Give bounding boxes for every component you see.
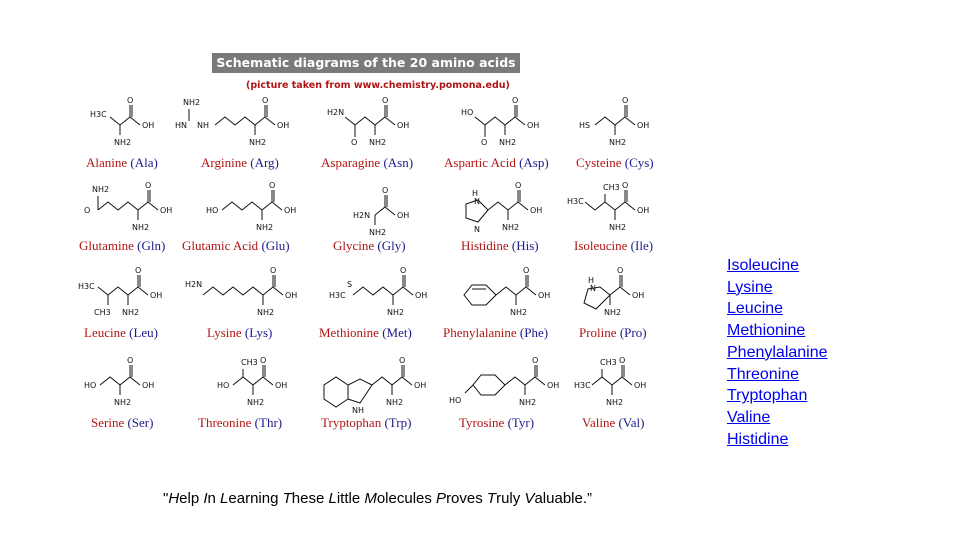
amino-acid-abbreviation: (Ile) xyxy=(630,238,654,253)
amino-acid-name: Lysine xyxy=(207,325,245,340)
amino-acid-name: Tyrosine xyxy=(459,415,508,430)
amino-acid-label-arginine xyxy=(201,155,279,171)
diagram-banner-title: Schematic diagrams of the 20 amino acids xyxy=(212,53,520,73)
amino-acid-label-tyrosine xyxy=(459,415,534,431)
amino-acid-name: Glutamine xyxy=(79,238,138,253)
svg-text:OH: OH xyxy=(530,206,543,215)
svg-text:NH2: NH2 xyxy=(247,398,265,407)
svg-text:H3C: H3C xyxy=(78,282,95,291)
amino-acid-label-valine xyxy=(582,415,644,431)
amino-acid-abbreviation: (Val) xyxy=(618,415,645,430)
amino-acid-name: Alanine xyxy=(86,155,131,170)
structure-glutamic-acid xyxy=(206,181,296,232)
svg-text:O: O xyxy=(382,96,389,105)
amino-acid-name: Phenylalanine xyxy=(443,325,520,340)
svg-text:OH: OH xyxy=(397,121,410,130)
amino-acid-name: Asparagine xyxy=(321,155,384,170)
svg-text:O: O xyxy=(617,266,624,275)
svg-text:OH: OH xyxy=(632,291,645,300)
amino-acid-name: Valine xyxy=(582,415,619,430)
svg-text:O: O xyxy=(532,356,539,365)
svg-text:O: O xyxy=(269,181,276,190)
svg-text:NH2: NH2 xyxy=(369,138,387,147)
amino-acid-abbreviation: (Ser) xyxy=(127,415,154,430)
svg-text:NH2: NH2 xyxy=(114,398,132,407)
amino-acid-abbreviation: (Cys) xyxy=(624,155,654,170)
amino-acid-label-leucine xyxy=(84,325,158,341)
svg-text:NH2: NH2 xyxy=(249,138,267,147)
structure-leucine xyxy=(78,266,162,317)
amino-acid-abbreviation: (His) xyxy=(511,238,539,253)
amino-acid-label-serine xyxy=(91,415,153,431)
amino-acid-link-list xyxy=(727,255,828,450)
mnemonic-word: These xyxy=(282,490,329,507)
svg-text:N: N xyxy=(474,225,480,234)
svg-text:HO: HO xyxy=(449,396,462,405)
svg-text:NH2: NH2 xyxy=(609,223,627,232)
svg-text:OH: OH xyxy=(142,381,155,390)
amino-acid-label-threonine xyxy=(198,415,282,431)
amino-acid-abbreviation: (Pro) xyxy=(619,325,647,340)
svg-text:NH2: NH2 xyxy=(257,308,275,317)
svg-text:H3C: H3C xyxy=(574,381,591,390)
amino-acid-name: Methionine xyxy=(319,325,383,340)
structure-arginine xyxy=(175,96,289,147)
structure-valine xyxy=(574,356,646,407)
link-threonine[interactable]: Threonine xyxy=(727,365,800,383)
amino-acid-label-asparagine xyxy=(321,155,413,171)
amino-acid-name: Cysteine xyxy=(576,155,625,170)
amino-acid-abbreviation: (Met) xyxy=(382,325,412,340)
mnemonic-word: Molecules xyxy=(364,490,437,507)
svg-text:O: O xyxy=(400,266,407,275)
amino-acid-abbreviation: (Leu) xyxy=(129,325,158,340)
svg-text:H3C: H3C xyxy=(90,110,107,119)
svg-text:CH3: CH3 xyxy=(94,308,111,317)
svg-text:NH2: NH2 xyxy=(92,185,110,194)
svg-text:O: O xyxy=(523,266,530,275)
mnemonic-word: Learning xyxy=(220,490,283,507)
svg-text:NH2: NH2 xyxy=(114,138,132,147)
svg-text:NH2: NH2 xyxy=(256,223,274,232)
svg-text:O: O xyxy=(399,356,406,365)
svg-text:NH2: NH2 xyxy=(387,308,405,317)
svg-text:OH: OH xyxy=(634,381,647,390)
svg-text:O: O xyxy=(512,96,519,105)
svg-text:NH: NH xyxy=(352,406,364,415)
amino-acid-label-alanine xyxy=(86,155,158,171)
amino-acid-label-isoleucine xyxy=(574,238,653,254)
amino-acid-abbreviation: (Trp) xyxy=(384,415,412,430)
svg-text:HO: HO xyxy=(84,381,97,390)
svg-text:NH2: NH2 xyxy=(502,223,520,232)
svg-text:O: O xyxy=(619,356,626,365)
amino-acid-label-lysine xyxy=(207,325,272,341)
svg-text:NH2: NH2 xyxy=(386,398,404,407)
amino-acid-name: Histidine xyxy=(461,238,512,253)
svg-text:OH: OH xyxy=(160,206,173,215)
structure-methionine xyxy=(329,266,427,317)
amino-acid-name: Serine xyxy=(91,415,128,430)
structure-lysine xyxy=(185,266,297,317)
amino-acid-label-glutamic-acid xyxy=(182,238,290,254)
svg-text:NH2: NH2 xyxy=(609,138,627,147)
svg-text:OH: OH xyxy=(547,381,560,390)
structure-isoleucine xyxy=(567,181,649,232)
diagram-source-note: (picture taken from www.chemistry.pomona.edu) xyxy=(246,80,510,91)
amino-acid-name: Tryptophan xyxy=(321,415,385,430)
structure-alanine xyxy=(90,96,154,147)
svg-text:H: H xyxy=(472,189,479,198)
amino-acid-abbreviation: (Gly) xyxy=(377,238,406,253)
svg-text:O: O xyxy=(515,181,522,190)
amino-acid-label-aspartic-acid xyxy=(444,155,549,171)
amino-acid-name: Proline xyxy=(579,325,620,340)
amino-acid-abbreviation: (Glu) xyxy=(261,238,290,253)
svg-text:O: O xyxy=(481,138,488,147)
svg-text:OH: OH xyxy=(150,291,163,300)
structure-serine xyxy=(84,356,154,407)
mnemonic-word: Valuable. xyxy=(524,490,587,507)
svg-text:NH2: NH2 xyxy=(606,398,624,407)
amino-acid-label-histidine xyxy=(461,238,539,254)
svg-text:H3C: H3C xyxy=(329,291,346,300)
svg-text:NH2: NH2 xyxy=(183,98,201,107)
amino-acid-abbreviation: (Phe) xyxy=(519,325,549,340)
svg-text:NH2: NH2 xyxy=(122,308,140,317)
svg-text:O: O xyxy=(127,96,134,105)
svg-text:O: O xyxy=(84,206,91,215)
svg-text:OH: OH xyxy=(414,381,427,390)
svg-text:HO: HO xyxy=(461,108,474,117)
svg-text:OH: OH xyxy=(142,121,155,130)
svg-text:OH: OH xyxy=(538,291,551,300)
mnemonic-sentence: "Help In Learning These Little Molecules Proves Truly Valuable.” xyxy=(163,490,592,507)
svg-text:OH: OH xyxy=(397,211,410,220)
svg-text:H: H xyxy=(588,276,595,285)
svg-text:HN: HN xyxy=(175,121,187,130)
svg-text:O: O xyxy=(351,138,358,147)
svg-text:N: N xyxy=(590,284,596,293)
svg-text:NH2: NH2 xyxy=(499,138,517,147)
structure-glutamine xyxy=(84,181,172,232)
svg-text:NH: NH xyxy=(197,121,209,130)
amino-acid-abbreviation: (Ala) xyxy=(130,155,158,170)
svg-text:HO: HO xyxy=(206,206,219,215)
svg-text:HO: HO xyxy=(217,381,230,390)
svg-text:CH3: CH3 xyxy=(603,183,620,192)
structure-phenylalanine xyxy=(464,266,550,317)
structure-histidine xyxy=(466,181,542,234)
link-tryptophan[interactable]: Tryptophan xyxy=(727,387,808,405)
svg-text:H2N: H2N xyxy=(353,211,371,220)
amino-acid-label-proline xyxy=(579,325,647,341)
amino-acid-name: Glycine xyxy=(333,238,378,253)
svg-text:OH: OH xyxy=(637,206,650,215)
svg-text:NH2: NH2 xyxy=(604,308,622,317)
structure-threonine xyxy=(217,356,287,407)
structure-aspartic-acid xyxy=(461,96,539,147)
svg-text:OH: OH xyxy=(415,291,428,300)
link-leucine[interactable]: Leucine xyxy=(727,300,784,318)
link-lysine[interactable]: Lysine xyxy=(727,278,773,296)
svg-text:NH2: NH2 xyxy=(132,223,150,232)
amino-acid-abbreviation: (Lys) xyxy=(244,325,273,340)
amino-acid-label-tryptophan xyxy=(321,415,411,431)
amino-acid-name: Aspartic Acid xyxy=(444,155,520,170)
amino-acid-label-glutamine xyxy=(79,238,165,254)
amino-acid-label-methionine xyxy=(319,325,412,341)
amino-acid-name: Threonine xyxy=(198,415,255,430)
svg-text:CH3: CH3 xyxy=(241,358,258,367)
amino-acid-name: Arginine xyxy=(201,155,251,170)
amino-acid-abbreviation: (Thr) xyxy=(254,415,283,430)
amino-acid-name: Leucine xyxy=(84,325,130,340)
amino-acid-label-phenylalanine xyxy=(443,325,548,341)
structure-proline xyxy=(584,266,644,317)
amino-acid-abbreviation: (Asp) xyxy=(519,155,549,170)
amino-acid-abbreviation: (Arg) xyxy=(250,155,279,170)
svg-text:NH2: NH2 xyxy=(369,228,387,237)
amino-acid-name: Isoleucine xyxy=(574,238,631,253)
amino-acid-name: Glutamic Acid xyxy=(182,238,262,253)
svg-text:O: O xyxy=(622,96,629,105)
svg-text:O: O xyxy=(622,181,629,190)
svg-text:O: O xyxy=(260,356,267,365)
link-methionine[interactable]: Methionine xyxy=(727,322,806,340)
svg-text:HS: HS xyxy=(579,121,591,130)
link-histidine[interactable]: Histidine xyxy=(727,430,789,448)
amino-acid-abbreviation: (Gln) xyxy=(137,238,166,253)
amino-acid-label-cysteine xyxy=(576,155,654,171)
svg-text:O: O xyxy=(270,266,277,275)
svg-text:O: O xyxy=(127,356,134,365)
svg-text:CH3: CH3 xyxy=(600,358,617,367)
svg-text:N: N xyxy=(474,197,480,206)
svg-text:OH: OH xyxy=(284,206,297,215)
structure-tryptophan xyxy=(324,356,426,415)
mnemonic-word: In xyxy=(203,490,221,507)
mnemonic-word: Truly xyxy=(486,490,525,507)
svg-text:OH: OH xyxy=(285,291,298,300)
svg-text:OH: OH xyxy=(527,121,540,130)
structure-cysteine xyxy=(579,96,649,147)
mnemonic-word: Help xyxy=(168,490,204,507)
link-valine[interactable]: Valine xyxy=(727,408,771,426)
svg-text:O: O xyxy=(135,266,142,275)
amino-acid-abbreviation: (Tyr) xyxy=(507,415,535,430)
link-phenylalanine[interactable]: Phenylalanine xyxy=(727,343,828,361)
svg-text:O: O xyxy=(145,181,152,190)
svg-text:O: O xyxy=(262,96,269,105)
svg-text:NH2: NH2 xyxy=(519,398,537,407)
link-isoleucine[interactable]: Isoleucine xyxy=(727,257,800,274)
svg-text:O: O xyxy=(382,186,389,195)
svg-text:S: S xyxy=(347,280,353,289)
svg-text:H2N: H2N xyxy=(185,280,203,289)
mnemonic-word: Little xyxy=(328,490,365,507)
mnemonic-word: Proves xyxy=(436,490,487,507)
structure-asparagine xyxy=(327,96,409,147)
amino-acid-abbreviation: (Asn) xyxy=(383,155,414,170)
amino-acid-label-glycine xyxy=(333,238,406,254)
svg-text:OH: OH xyxy=(637,121,650,130)
structure-tyrosine xyxy=(449,356,559,407)
svg-text:NH2: NH2 xyxy=(510,308,528,317)
structure-glycine xyxy=(353,186,409,237)
svg-text:H3C: H3C xyxy=(567,197,584,206)
svg-text:H2N: H2N xyxy=(327,108,345,117)
svg-text:OH: OH xyxy=(275,381,288,390)
svg-text:OH: OH xyxy=(277,121,290,130)
